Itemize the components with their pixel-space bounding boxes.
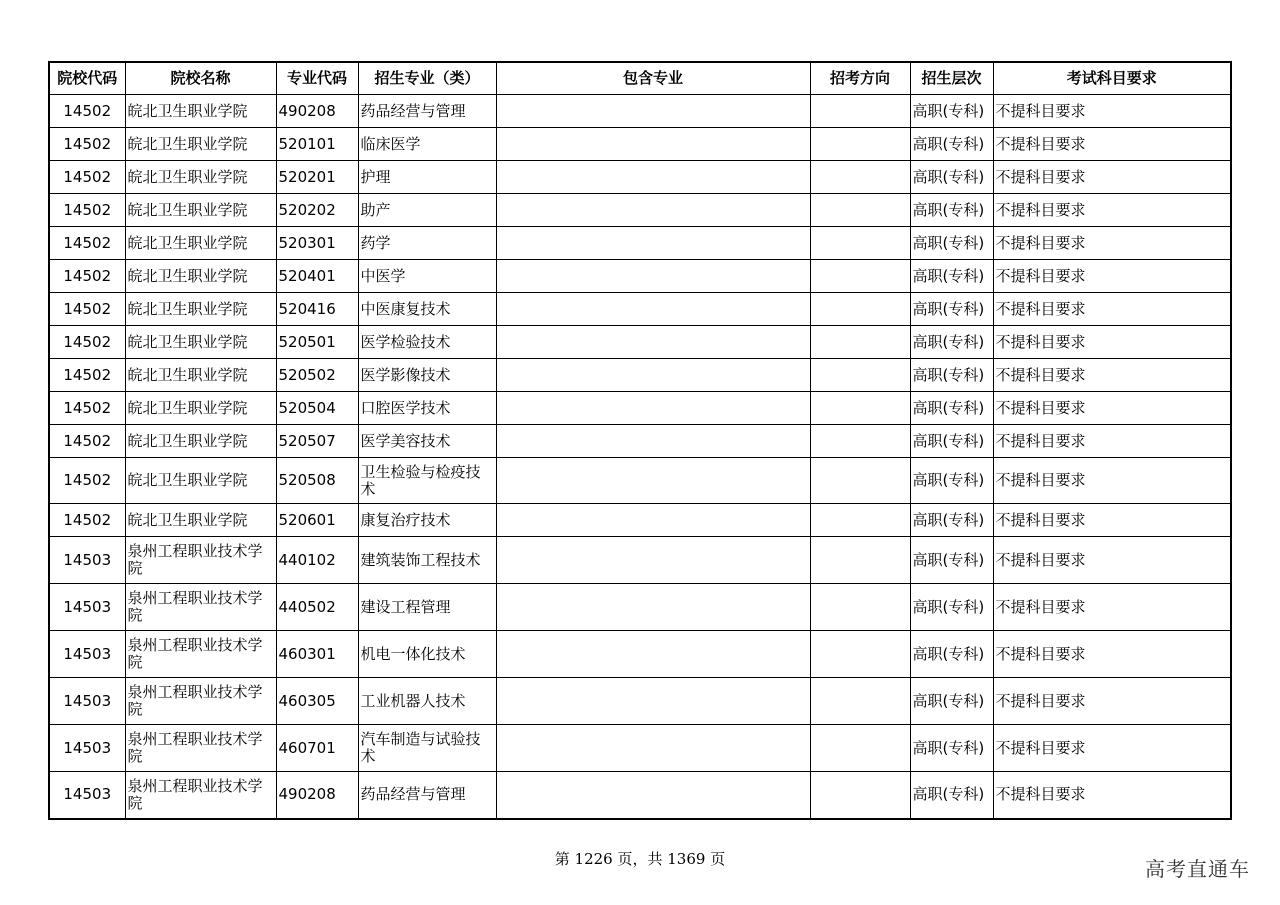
cell-included-majors: [496, 772, 810, 819]
cell-requirement: 不提科目要求: [993, 95, 1231, 128]
cell-school-name: 皖北卫生职业学院: [125, 161, 276, 194]
cell-school-name: 皖北卫生职业学院: [125, 326, 276, 359]
cell-requirement: 不提科目要求: [993, 194, 1231, 227]
table-row: [49, 359, 1231, 392]
cell-major-code: 520301: [276, 227, 358, 260]
cell-major: 口腔医学技术: [358, 392, 496, 425]
header-school-name: 院校名称: [125, 62, 276, 95]
cell-included-majors: [496, 194, 810, 227]
cell-major: 工业机器人技术: [358, 678, 496, 725]
cell-major: 医学检验技术: [358, 326, 496, 359]
table-row: [49, 95, 1231, 128]
cell-direction: [810, 725, 910, 772]
cell-major: 助产: [358, 194, 496, 227]
cell-direction: [810, 293, 910, 326]
cell-major-code: 460305: [276, 678, 358, 725]
table-row: [49, 194, 1231, 227]
cell-level: 高职(专科): [910, 260, 993, 293]
cell-direction: [810, 128, 910, 161]
cell-level: 高职(专科): [910, 161, 993, 194]
cell-direction: [810, 392, 910, 425]
header-direction: 招考方向: [810, 62, 910, 95]
cell-school-name: 皖北卫生职业学院: [125, 260, 276, 293]
table-row: [49, 678, 1231, 725]
cell-school-code: 14502: [49, 504, 125, 537]
cell-included-majors: [496, 584, 810, 631]
header-school-code: 院校代码: [49, 62, 125, 95]
cell-school-name: 皖北卫生职业学院: [125, 194, 276, 227]
cell-major-code: 440502: [276, 584, 358, 631]
cell-direction: [810, 584, 910, 631]
cell-major: 康复治疗技术: [358, 504, 496, 537]
cell-major: 药品经营与管理: [358, 772, 496, 819]
cell-included-majors: [496, 537, 810, 584]
cell-school-code: 14503: [49, 678, 125, 725]
cell-school-name: 泉州工程职业技术学院: [125, 537, 276, 584]
cell-requirement: 不提科目要求: [993, 725, 1231, 772]
cell-major-code: 520508: [276, 458, 358, 504]
cell-major: 药品经营与管理: [358, 95, 496, 128]
cell-major: 药学: [358, 227, 496, 260]
cell-major-code: 520601: [276, 504, 358, 537]
cell-school-name: 皖北卫生职业学院: [125, 392, 276, 425]
cell-school-code: 14502: [49, 95, 125, 128]
cell-school-code: 14502: [49, 260, 125, 293]
cell-school-code: 14503: [49, 537, 125, 584]
page-footer: 第 1226 页，共 1369 页: [554, 850, 726, 868]
watermark-text: 高考直通车: [1145, 857, 1250, 881]
cell-requirement: 不提科目要求: [993, 631, 1231, 678]
cell-major-code: 460301: [276, 631, 358, 678]
cell-direction: [810, 537, 910, 584]
cell-included-majors: [496, 227, 810, 260]
table-row: [49, 631, 1231, 678]
cell-major-code: 520501: [276, 326, 358, 359]
cell-school-code: 14502: [49, 326, 125, 359]
cell-requirement: 不提科目要求: [993, 326, 1231, 359]
cell-requirement: 不提科目要求: [993, 392, 1231, 425]
cell-included-majors: [496, 293, 810, 326]
table-row: [49, 772, 1231, 819]
header-requirement: 考试科目要求: [993, 62, 1231, 95]
cell-level: 高职(专科): [910, 458, 993, 504]
cell-major: 中医康复技术: [358, 293, 496, 326]
table-row: [49, 161, 1231, 194]
cell-school-code: 14502: [49, 392, 125, 425]
cell-school-name: 皖北卫生职业学院: [125, 128, 276, 161]
cell-level: 高职(专科): [910, 392, 993, 425]
cell-school-name: 皖北卫生职业学院: [125, 458, 276, 504]
cell-level: 高职(专科): [910, 504, 993, 537]
cell-major-code: 520502: [276, 359, 358, 392]
table-header-row: [49, 62, 1231, 95]
header-major: 招生专业（类）: [358, 62, 496, 95]
cell-direction: [810, 260, 910, 293]
cell-direction: [810, 458, 910, 504]
cell-included-majors: [496, 458, 810, 504]
cell-included-majors: [496, 504, 810, 537]
cell-major: 护理: [358, 161, 496, 194]
cell-major-code: 490208: [276, 772, 358, 819]
cell-major-code: 490208: [276, 95, 358, 128]
cell-requirement: 不提科目要求: [993, 227, 1231, 260]
cell-requirement: 不提科目要求: [993, 584, 1231, 631]
cell-requirement: 不提科目要求: [993, 128, 1231, 161]
cell-school-code: 14502: [49, 194, 125, 227]
cell-school-name: 皖北卫生职业学院: [125, 504, 276, 537]
header-level: 招生层次: [910, 62, 993, 95]
cell-school-name: 皖北卫生职业学院: [125, 293, 276, 326]
cell-requirement: 不提科目要求: [993, 359, 1231, 392]
cell-direction: [810, 227, 910, 260]
table-row: [49, 293, 1231, 326]
cell-included-majors: [496, 631, 810, 678]
table-row: [49, 537, 1231, 584]
cell-included-majors: [496, 392, 810, 425]
cell-level: 高职(专科): [910, 359, 993, 392]
cell-major: 医学美容技术: [358, 425, 496, 458]
cell-requirement: 不提科目要求: [993, 161, 1231, 194]
table-row: [49, 326, 1231, 359]
cell-major-code: 520504: [276, 392, 358, 425]
cell-requirement: 不提科目要求: [993, 504, 1231, 537]
cell-level: 高职(专科): [910, 227, 993, 260]
cell-level: 高职(专科): [910, 772, 993, 819]
table-row: [49, 584, 1231, 631]
cell-level: 高职(专科): [910, 128, 993, 161]
cell-school-code: 14502: [49, 458, 125, 504]
cell-major-code: 520416: [276, 293, 358, 326]
cell-included-majors: [496, 161, 810, 194]
cell-level: 高职(专科): [910, 293, 993, 326]
cell-school-code: 14502: [49, 293, 125, 326]
cell-direction: [810, 504, 910, 537]
cell-level: 高职(专科): [910, 425, 993, 458]
cell-school-code: 14502: [49, 425, 125, 458]
cell-school-code: 14503: [49, 631, 125, 678]
cell-direction: [810, 678, 910, 725]
cell-included-majors: [496, 359, 810, 392]
cell-direction: [810, 359, 910, 392]
cell-school-code: 14503: [49, 584, 125, 631]
table-row: [49, 227, 1231, 260]
cell-major: 临床医学: [358, 128, 496, 161]
cell-requirement: 不提科目要求: [993, 458, 1231, 504]
cell-requirement: 不提科目要求: [993, 425, 1231, 458]
cell-school-code: 14503: [49, 772, 125, 819]
cell-level: 高职(专科): [910, 194, 993, 227]
cell-level: 高职(专科): [910, 584, 993, 631]
cell-level: 高职(专科): [910, 631, 993, 678]
cell-included-majors: [496, 725, 810, 772]
table-row: [49, 458, 1231, 504]
cell-direction: [810, 631, 910, 678]
cell-level: 高职(专科): [910, 678, 993, 725]
cell-major: 汽车制造与试验技术: [358, 725, 496, 772]
cell-level: 高职(专科): [910, 537, 993, 584]
cell-major: 中医学: [358, 260, 496, 293]
cell-direction: [810, 95, 910, 128]
cell-requirement: 不提科目要求: [993, 293, 1231, 326]
cell-major-code: 520202: [276, 194, 358, 227]
cell-school-code: 14502: [49, 227, 125, 260]
cell-major: 机电一体化技术: [358, 631, 496, 678]
table-row: [49, 425, 1231, 458]
cell-school-name: 皖北卫生职业学院: [125, 359, 276, 392]
cell-school-name: 泉州工程职业技术学院: [125, 678, 276, 725]
cell-major: 医学影像技术: [358, 359, 496, 392]
cell-included-majors: [496, 260, 810, 293]
cell-direction: [810, 194, 910, 227]
cell-major-code: 520507: [276, 425, 358, 458]
cell-level: 高职(专科): [910, 725, 993, 772]
cell-direction: [810, 161, 910, 194]
table-row: [49, 128, 1231, 161]
cell-major: 建设工程管理: [358, 584, 496, 631]
cell-included-majors: [496, 128, 810, 161]
cell-school-name: 皖北卫生职业学院: [125, 425, 276, 458]
cell-school-code: 14502: [49, 359, 125, 392]
cell-included-majors: [496, 326, 810, 359]
cell-included-majors: [496, 425, 810, 458]
cell-requirement: 不提科目要求: [993, 260, 1231, 293]
table-row: [49, 504, 1231, 537]
cell-school-name: 泉州工程职业技术学院: [125, 584, 276, 631]
header-included-majors: 包含专业: [496, 62, 810, 95]
table-row: [49, 260, 1231, 293]
cell-major-code: 440102: [276, 537, 358, 584]
cell-major-code: 520201: [276, 161, 358, 194]
cell-school-name: 泉州工程职业技术学院: [125, 631, 276, 678]
cell-direction: [810, 772, 910, 819]
cell-included-majors: [496, 95, 810, 128]
table-body: [49, 95, 1231, 819]
cell-school-code: 14502: [49, 161, 125, 194]
cell-included-majors: [496, 678, 810, 725]
cell-requirement: 不提科目要求: [993, 772, 1231, 819]
table-row: [49, 392, 1231, 425]
cell-major: 卫生检验与检疫技术: [358, 458, 496, 504]
header-major-code: 专业代码: [276, 62, 358, 95]
cell-level: 高职(专科): [910, 95, 993, 128]
cell-direction: [810, 326, 910, 359]
cell-school-name: 泉州工程职业技术学院: [125, 725, 276, 772]
cell-school-name: 皖北卫生职业学院: [125, 227, 276, 260]
enrollment-table: [48, 61, 1232, 820]
cell-school-name: 泉州工程职业技术学院: [125, 772, 276, 819]
cell-major-code: 520101: [276, 128, 358, 161]
cell-school-code: 14502: [49, 128, 125, 161]
cell-school-code: 14503: [49, 725, 125, 772]
cell-school-name: 皖北卫生职业学院: [125, 95, 276, 128]
cell-direction: [810, 425, 910, 458]
table-row: [49, 725, 1231, 772]
cell-major-code: 460701: [276, 725, 358, 772]
cell-requirement: 不提科目要求: [993, 678, 1231, 725]
cell-requirement: 不提科目要求: [993, 537, 1231, 584]
cell-major: 建筑装饰工程技术: [358, 537, 496, 584]
cell-level: 高职(专科): [910, 326, 993, 359]
cell-major-code: 520401: [276, 260, 358, 293]
